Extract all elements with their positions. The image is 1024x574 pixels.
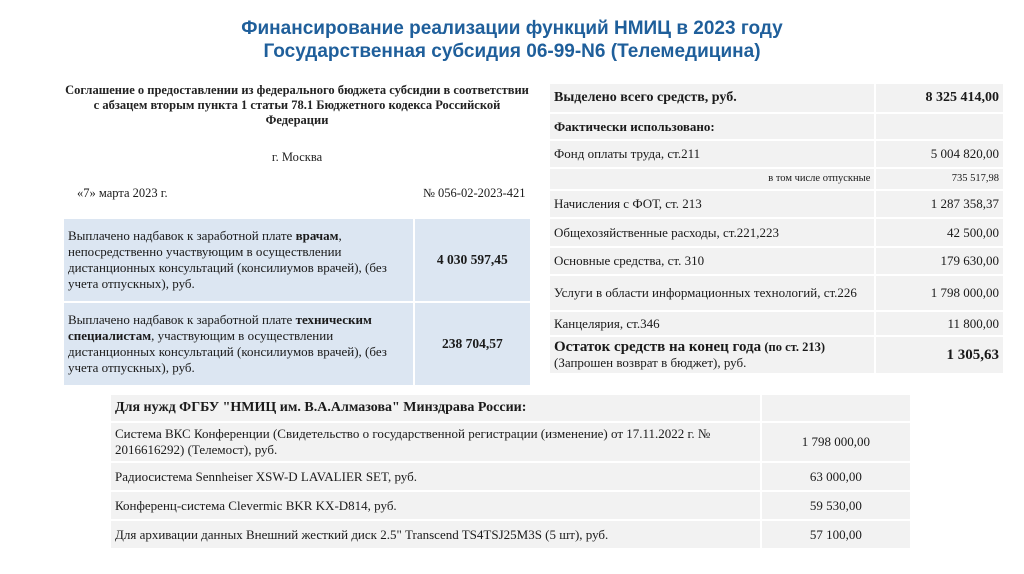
table-row: [110, 462, 911, 491]
funding-usage-table: [548, 82, 1005, 375]
remainder-sub: (Запрошен возврат в бюджет), руб.: [554, 355, 747, 370]
purchases-header: Для нужд ФГБУ "НМИЦ им. В.А.Алмазова" Минздрава России:: [110, 394, 761, 422]
row-value: 59 530,00: [761, 491, 911, 520]
table-row: [63, 218, 531, 302]
row-label: в том числе отпускные: [549, 168, 875, 190]
agreement-number: № 056-02-2023-421: [423, 186, 526, 200]
row-value: 11 800,00: [875, 311, 1004, 336]
table-row: [549, 113, 1004, 140]
table-row: [549, 140, 1004, 168]
remainder-label: Остаток средств на конец года: [554, 339, 762, 355]
table-row: [549, 336, 1004, 374]
page-subtitle: Государственная субсидия 06-99-N6 (Телемедицина): [263, 41, 761, 62]
table-row: [549, 168, 1004, 190]
table-row: [110, 520, 911, 549]
row-label: Конференц-система Clevermic BKR KX-D814, руб.: [110, 491, 761, 520]
page-title: Финансирование реализации функций НМИЦ в 2023 году: [241, 18, 783, 39]
row-value: 1 287 358,37: [875, 190, 1004, 218]
table-row: [549, 83, 1004, 113]
table-row: [549, 247, 1004, 275]
table-row: [110, 394, 911, 422]
bonus-doctors-value: 4 030 597,45: [414, 218, 531, 302]
remainder-label-cell: [549, 336, 875, 374]
table-row: [110, 422, 911, 462]
row-value: 63 000,00: [761, 462, 911, 491]
purchases-table: [109, 393, 912, 550]
remainder-note: (по ст. 213): [764, 340, 826, 354]
table-row: [63, 302, 531, 386]
agreement-heading: Соглашение о предоставлении из федерального бюджета субсидии в соответствии с абзацем вторым пункта 1 статьи 78.1 Бюджетного кодекса Российской Федерации: [65, 83, 529, 127]
row-label: Радиосистема Sennheiser XSW-D LAVALIER SET, руб.: [110, 462, 761, 491]
remainder-value: 1 305,63: [875, 336, 1004, 374]
row-value: 42 500,00: [875, 218, 1004, 247]
row-value: 179 630,00: [875, 247, 1004, 275]
table-row: [110, 491, 911, 520]
bonus-technicians-value: 238 704,57: [414, 302, 531, 386]
bonus-payments-table: [62, 217, 532, 387]
used-label: Фактически использовано:: [549, 113, 875, 140]
row-label: Система ВКС Конференции (Свидетельство о государственной регистрации (изменение) от 17.11.2022 г. № 2016616292) (Телемост), руб.: [110, 422, 761, 462]
row-value: 5 004 820,00: [875, 140, 1004, 168]
row-value: 1 798 000,00: [761, 422, 911, 462]
table-row: [549, 275, 1004, 311]
row-label: Начисления с ФОТ, ст. 213: [549, 190, 875, 218]
agreement-city: г. Москва: [271, 150, 323, 164]
row-label: Общехозяйственные расходы, ст.221,223: [549, 218, 875, 247]
table-row: [549, 311, 1004, 336]
row-label: Для архивации данных Внешний жесткий диск 2.5" Transcend TS4TSJ25M3S (5 шт), руб.: [110, 520, 761, 549]
bonus-doctors-description: Выплачено надбавок к заработной плате врачам, непосредственно участвующим в осуществлении дистанционных консультаций (консилиумов врачей), (без учета отпускных), руб.: [63, 218, 414, 302]
table-row: [549, 218, 1004, 247]
allocated-label: Выделено всего средств, руб.: [549, 83, 875, 113]
allocated-value: 8 325 414,00: [875, 83, 1004, 113]
agreement-date: «7» марта 2023 г.: [77, 186, 168, 200]
row-label: Фонд оплаты труда, ст.211: [549, 140, 875, 168]
bonus-technicians-description: Выплачено надбавок к заработной плате техническим специалистам, участвующим в осуществлении дистанционных консультаций (консилиумов врачей), (без учета отпускных), руб.: [63, 302, 414, 386]
table-row: [549, 190, 1004, 218]
row-label: Канцелярия, ст.346: [549, 311, 875, 336]
row-value: 57 100,00: [761, 520, 911, 549]
row-label: Основные средства, ст. 310: [549, 247, 875, 275]
row-value: 735 517,98: [875, 168, 1004, 190]
row-value: 1 798 000,00: [875, 275, 1004, 311]
row-label: Услуги в области информационных технологий, ст.226: [549, 275, 875, 311]
